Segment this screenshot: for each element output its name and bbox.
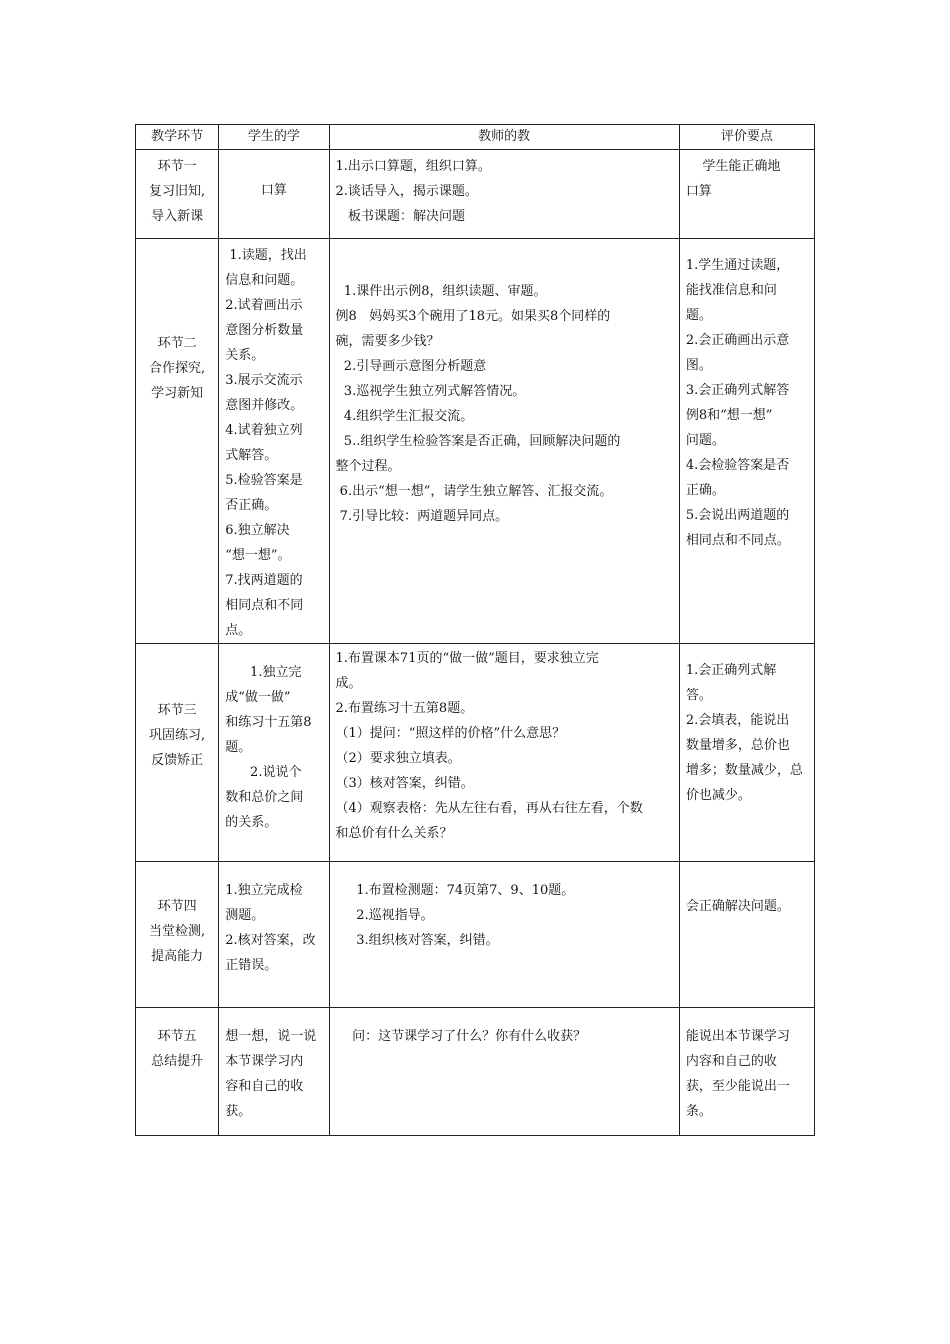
student-line: 点。: [225, 623, 252, 638]
cell-teacher: [329, 1008, 679, 1136]
header-student: 学生的学: [219, 125, 329, 150]
teacher-line: 2.引导画示意图分析题意: [335, 359, 487, 374]
stage-line: 环节五: [157, 1029, 197, 1044]
table-row: [136, 862, 815, 1008]
student-line: 1.独立完: [225, 665, 302, 680]
cell-teacher: [329, 644, 679, 862]
student-line: 相同点和不同: [225, 598, 304, 613]
student-line: 意图分析数量: [225, 323, 304, 338]
teacher-line: 问：这节课学习了什么？你有什么收获？: [335, 1029, 587, 1044]
student-line: 意图并修改。: [225, 398, 304, 413]
stage-line: 环节二: [157, 336, 197, 351]
cell-student: [219, 862, 329, 1008]
student-line: 4.试着独立列: [225, 423, 303, 438]
cell-stage: [136, 1008, 219, 1136]
evaluation-line: 1.会正确列式解: [685, 663, 777, 678]
header-row: [136, 125, 815, 150]
teacher-line: 成。: [335, 676, 362, 691]
teacher-line: 整个过程。: [335, 459, 401, 474]
stage-line: 反馈矫正: [151, 753, 204, 768]
lesson-plan-table: [135, 124, 815, 1136]
stage-line: 导入新课: [151, 209, 204, 224]
evaluation-line: 获，至少能说出一: [685, 1079, 790, 1094]
student-line: 关系。: [225, 348, 265, 363]
student-line: 2.说说个: [225, 765, 302, 780]
teacher-line: 1.出示口算题，组织口算。: [335, 159, 491, 174]
cell-teacher: [329, 150, 679, 239]
cell-teacher: [329, 862, 679, 1008]
student-line: 正错误。: [225, 958, 278, 973]
student-line: 想一想，说一说: [225, 1029, 317, 1044]
evaluation-line: 正确。: [685, 483, 725, 498]
table-row: [136, 1008, 815, 1136]
teacher-line: 2.布置练习十五第8题。: [335, 701, 474, 716]
teacher-line: 1.布置课本71页的“做一做”题目，要求独立完: [335, 651, 599, 666]
evaluation-line: 5.会说出两道题的: [685, 508, 790, 523]
table-row: [136, 644, 815, 862]
student-line: 容和自己的收: [225, 1079, 304, 1094]
cell-evaluation: [679, 150, 814, 239]
evaluation-line: 4.会检验答案是否: [685, 458, 790, 473]
stage-line: 巩固练习,: [149, 728, 206, 743]
teacher-line: 5..组织学生检验答案是否正确，回顾解决问题的: [335, 434, 621, 449]
table-row: [136, 150, 815, 239]
evaluation-line: 2.会填表，能说出: [685, 713, 790, 728]
teacher-line: 碗，需要多少钱？: [335, 334, 440, 349]
cell-evaluation: [679, 239, 814, 644]
teacher-line: （4）观察表格：先从左往右看，再从右往左看，个数: [335, 801, 643, 816]
evaluation-line: 2.会正确画出示意: [685, 333, 790, 348]
student-line: 信息和问题。: [225, 273, 304, 288]
teacher-line: 1.布置检测题：74页第7、9、10题。: [335, 883, 575, 898]
header-stage: 教学环节: [136, 125, 219, 150]
stage-line: 环节一: [157, 159, 197, 174]
cell-student: [219, 150, 329, 239]
teacher-line: 7.引导比较：两道题异同点。: [335, 509, 509, 524]
student-line: 测题。: [225, 908, 265, 923]
evaluation-line: 数量增多，总价也: [685, 738, 790, 753]
student-line: 1.独立完成检: [225, 883, 303, 898]
stage-line: 总结提升: [151, 1054, 204, 1069]
stage-line: 提高能力: [151, 949, 204, 964]
evaluation-line: 例8和“想一想”: [685, 408, 773, 423]
header-evaluation: 评价要点: [679, 125, 814, 150]
evaluation-line: 能找准信息和问: [685, 283, 777, 298]
student-line: 和练习十五第8: [225, 715, 312, 730]
teacher-line: 3.巡视学生独立列式解答情况。: [335, 384, 526, 399]
evaluation-line: 学生能正确地: [685, 159, 781, 174]
student-line: 2.核对答案，改: [225, 933, 316, 948]
evaluation-line: 能说出本节课学习: [685, 1029, 790, 1044]
teacher-line: 板书课题：解决问题: [335, 209, 465, 224]
teacher-line: 1.课件出示例8，组织读题、审题。: [335, 284, 547, 299]
student-line: 否正确。: [225, 498, 278, 513]
student-line: 本节课学习内: [225, 1054, 304, 1069]
cell-evaluation: [679, 644, 814, 862]
stage-line: 当堂检测,: [149, 924, 206, 939]
student-line: “想一想”。: [225, 548, 291, 563]
student-line: 成“做一做”: [225, 690, 291, 705]
teacher-line: 3.组织核对答案，纠错。: [335, 933, 499, 948]
teacher-line: （1）提问：“照这样的价格”什么意思？: [335, 726, 566, 741]
evaluation-line: 价也减少。: [685, 788, 751, 803]
student-line: 6.独立解决: [225, 523, 290, 538]
student-line: 口算: [260, 183, 287, 198]
cell-evaluation: [679, 862, 814, 1008]
evaluation-line: 问题。: [685, 433, 725, 448]
student-line: 7.找两道题的: [225, 573, 303, 588]
teacher-line: （3）核对答案，纠错。: [335, 776, 474, 791]
evaluation-line: 1.学生通过读题，: [685, 258, 790, 273]
cell-stage: [136, 644, 219, 862]
teacher-line: 2.谈话导入，揭示课题。: [335, 184, 478, 199]
evaluation-line: 会正确解决问题。: [685, 899, 790, 914]
evaluation-line: 相同点和不同点。: [685, 533, 790, 548]
teacher-line: 和总价有什么关系？: [335, 826, 453, 841]
student-line: 题。: [225, 740, 252, 755]
stage-line: 合作探究,: [149, 361, 206, 376]
evaluation-line: 口算: [685, 184, 712, 199]
student-line: 2.试着画出示: [225, 298, 303, 313]
evaluation-line: 答。: [685, 688, 712, 703]
cell-student: [219, 239, 329, 644]
evaluation-line: 题。: [685, 308, 712, 323]
table-row: [136, 239, 815, 644]
evaluation-line: 图。: [685, 358, 712, 373]
evaluation-line: 条。: [685, 1104, 712, 1119]
student-line: 的关系。: [225, 815, 278, 830]
cell-teacher: [329, 239, 679, 644]
stage-line: 学习新知: [151, 386, 204, 401]
teacher-line: 2.巡视指导。: [335, 908, 434, 923]
evaluation-line: 内容和自己的收: [685, 1054, 777, 1069]
evaluation-line: 3.会正确列式解答: [685, 383, 790, 398]
student-line: 5.检验答案是: [225, 473, 303, 488]
student-line: 获。: [225, 1104, 252, 1119]
student-line: 3.展示交流示: [225, 373, 303, 388]
cell-stage: [136, 239, 219, 644]
cell-stage: [136, 150, 219, 239]
cell-student: [219, 1008, 329, 1136]
header-teacher: 教师的教: [329, 125, 679, 150]
teacher-line: （2）要求独立填表。: [335, 751, 461, 766]
teacher-line: 6.出示“想一想”，请学生独立解答、汇报交流。: [335, 484, 613, 499]
student-line: 式解答。: [225, 448, 278, 463]
teacher-line: 例8 妈妈买3个碗用了18元。如果买8个同样的: [335, 309, 611, 324]
student-line: 数和总价之间: [225, 790, 304, 805]
student-line: 1.读题，找出: [225, 248, 307, 263]
evaluation-line: 增多；数量减少，总: [685, 763, 803, 778]
teacher-line: 4.组织学生汇报交流。: [335, 409, 474, 424]
cell-student: [219, 644, 329, 862]
cell-evaluation: [679, 1008, 814, 1136]
cell-stage: [136, 862, 219, 1008]
stage-line: 环节三: [157, 703, 197, 718]
stage-line: 复习旧知,: [149, 184, 206, 199]
stage-line: 环节四: [157, 899, 197, 914]
